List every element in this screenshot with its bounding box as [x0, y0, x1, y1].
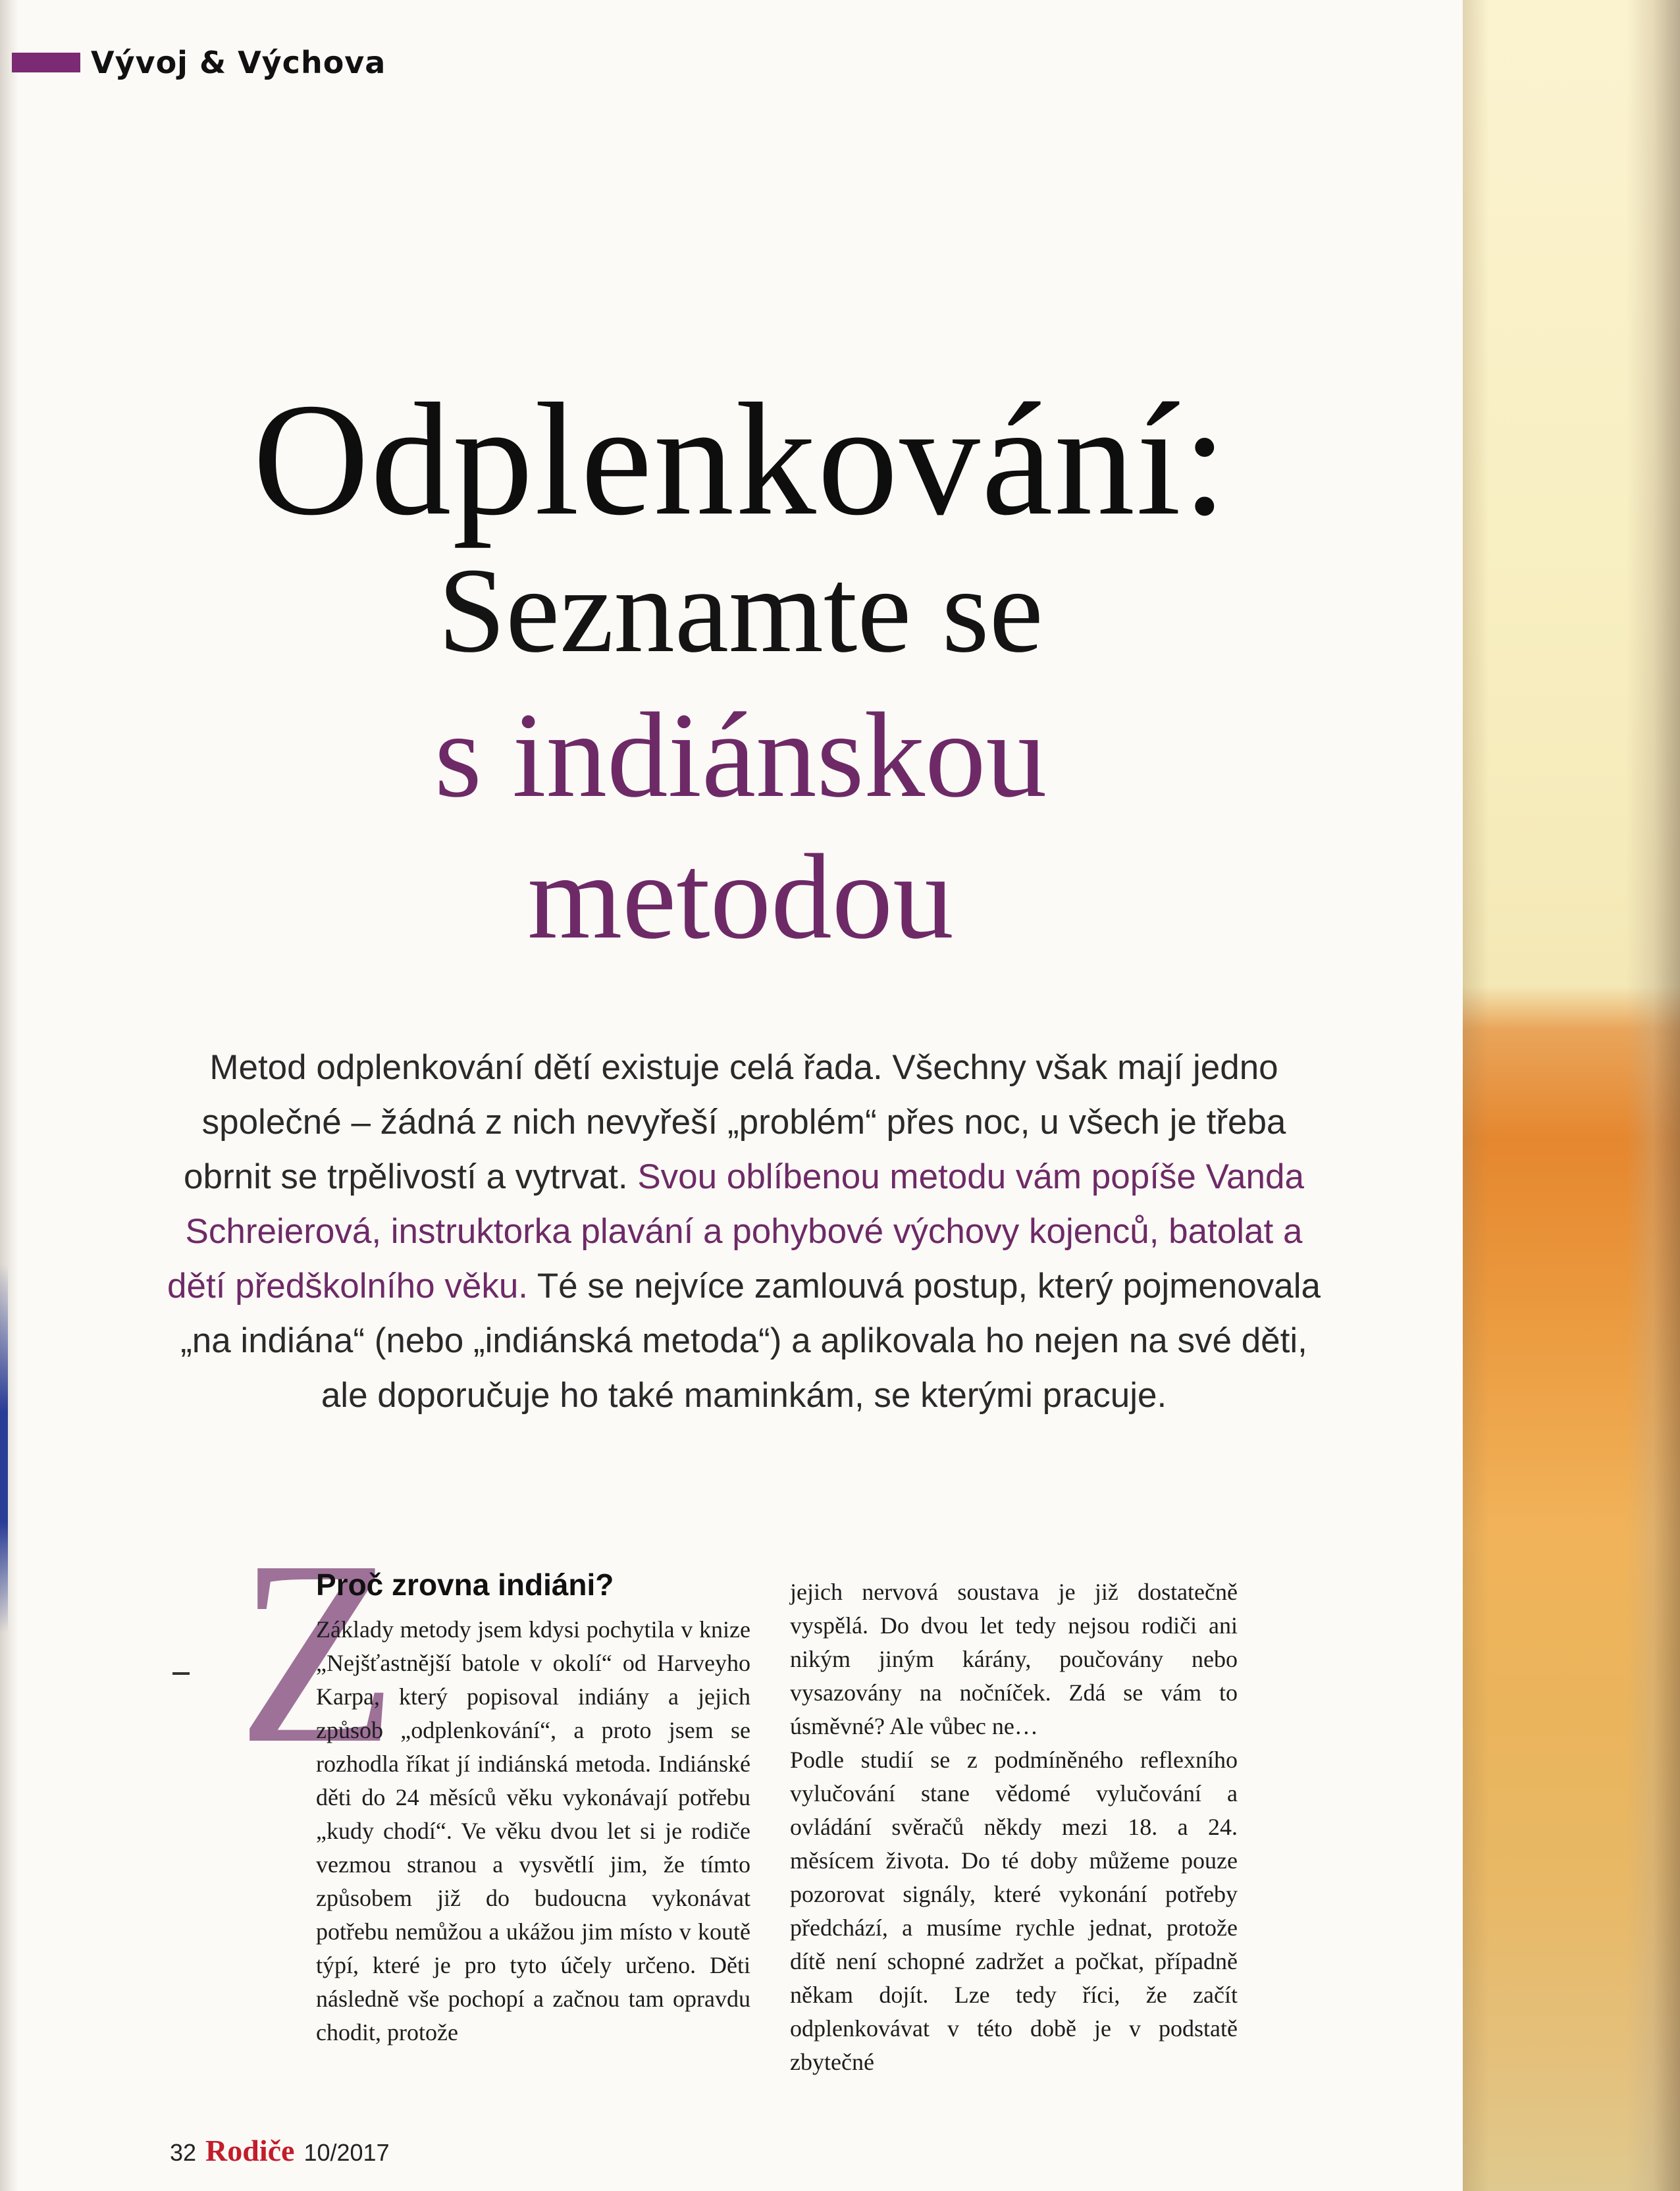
- article-paragraph: jejich nervová soustava je již dostatečně vyspělá. Do dvou let tedy nejsou rodiči ani nikým jiným kárány, poučovány nebo vysazovány na nočníček. Zdá se vám to úsměvné? Ale vůbec ne…: [790, 1579, 1238, 1739]
- page-number: 32: [170, 2139, 197, 2166]
- headline: [79, 370, 1402, 978]
- article-column-2: [790, 1575, 1238, 2079]
- magazine-name: Rodiče: [205, 2134, 295, 2167]
- binding-edge: [0, 0, 18, 2191]
- lead-part-1: Metod odplenkování dětí existuje celá řada. Všechny však mají jedno společné – žádná z nich nevyřeší „problém“ přes noc, u všech je třeba obrnit se trpělivostí a vytrvat.: [184, 1048, 1286, 1196]
- section-color-bar: [12, 53, 80, 72]
- section-title: Vývoj & Výchova: [91, 45, 386, 80]
- page-curl: [1626, 0, 1680, 2191]
- photo-panel-shadow: [1463, 0, 1489, 2191]
- lead-part-3: Té se nejvíce zamlouvá postup, který pojmenovala „na indiána“ (nebo „indiánská metoda“) a aplikovala ho nejen na své děti, ale doporučuje ho také maminkám, se kterými pracuje.: [180, 1267, 1321, 1415]
- lead-part-2-accent: Svou oblíbenou metodu vám popíše Vanda Schreierová, instruktorka plavání a pohybové výchovy kojenců, batolat a dětí předškolního věku.: [167, 1157, 1304, 1306]
- lead-paragraph: [165, 1040, 1323, 1423]
- binding-color-strip: [0, 1264, 8, 1633]
- drop-cap: Z: [237, 1506, 398, 1798]
- headline-line-3: s indiánskou: [434, 688, 1047, 823]
- article-paragraph: Základy metody jsem kdysi pochytila v knize „Nejšťastnější batole v okolí“ od Harveyho Karpa, který popisoval indiány a jejich způsob „odplenkování“, a proto jsem se rozhodla říkat jí indiánská metoda. Indiánské děti do 24 měsíců věku vykonávají potřebu „kudy chodí“. Ve věku dvou let si je rodiče vezmou stranou a vysvětlí jim, že tímto způsobem již do budoucna vykonávat potřebu nemůžou a ukážou jim místo v koutě týpí, které je pro tyto účely určeno. Děti následně vše pochopí a začnou tam opravdu chodit, protože: [316, 1616, 750, 2046]
- page-footer: [170, 2133, 390, 2173]
- margin-mark: [172, 1672, 190, 1675]
- article-paragraph: Podle studií se z podmíněného reflexního vylučování stane vědomé vylučování a ovládání svěračů někdy mezi 18. a 24. měsícem života. Do té doby můžeme pouze pozorovat signály, které vykonání potřeby předchází, a musíme rychle jednat, protože dítě není schopné zadržet a počkat, případně někam dojít. Lze tedy říci, že začít odplenkovávat v této době je v podstatě zbytečné: [790, 1747, 1238, 2075]
- headline-line-2: Seznamte se: [438, 543, 1043, 678]
- issue-number: 10/2017: [303, 2139, 390, 2166]
- headline-line-4: metodou: [527, 830, 954, 964]
- article-subhead: Proč zrovna indiáni?: [316, 1568, 614, 1602]
- headline-line-1: Odplenkování:: [252, 370, 1229, 548]
- article-column-1: [316, 1570, 750, 2049]
